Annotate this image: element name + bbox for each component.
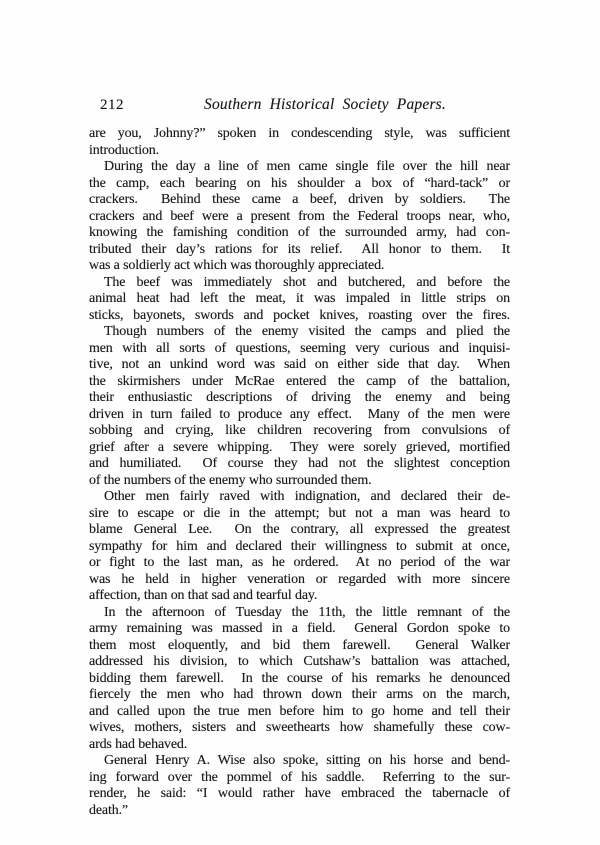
text-line: are you, Johnny?” spoken in condescending style, was sufficient xyxy=(89,126,510,141)
text-line: The beef was immediately shot and butchered, and before the xyxy=(104,274,510,290)
text-line: was a soldierly act which was thoroughly appreciated. xyxy=(89,258,385,273)
text-line: of the numbers of the enemy who surrounded them. xyxy=(89,472,372,488)
text-line: Other men fairly raved with indignation, and declared their de- xyxy=(104,489,510,504)
text-line: introduction. xyxy=(89,142,159,158)
text-line: sticks, bayonets, swords and pocket knives, roasting over the fires. xyxy=(89,307,510,323)
text-line: bidding them farewell. In the course of his remarks he denounced xyxy=(89,670,510,686)
text-line: tributed their day’s rations for its relief. All honor to them. It xyxy=(89,241,510,257)
text-line: animal heat had left the meat, it was impaled in little strips on xyxy=(89,291,510,306)
text-line: the camp, each bearing on his shoulder a box of “hard-tack” or xyxy=(89,175,510,191)
text-line: was he held in higher veneration or regarded with more sincere xyxy=(89,571,510,587)
text-line: grief after a severe whipping. They were sorely grieved, mortified xyxy=(89,439,510,455)
text-line: render, he said: “I would rather have embraced the tabernacle of xyxy=(89,786,510,801)
text-line: fiercely the men who had thrown down their arms on the march, xyxy=(89,687,510,702)
body-text xyxy=(89,126,510,819)
text-line: ing forward over the pommel of his saddle. Referring to the sur- xyxy=(89,769,510,785)
text-line: Though numbers of the enemy visited the camps and plied the xyxy=(104,324,510,339)
text-line: and humiliated. Of course they had not the slightest conception xyxy=(89,456,510,471)
text-line: ards had behaved. xyxy=(89,736,188,752)
text-line: During the day a line of men came single file over the hill near xyxy=(104,159,510,174)
text-line: sire to escape or die in the attempt; but not a man was heard to xyxy=(89,505,510,521)
text-line: addressed his division, to which Cutshaw’s battalion was attached, xyxy=(89,654,510,669)
text-line: or fight to the last man, as he ordered. At no period of the war xyxy=(89,555,510,570)
text-line: their enthusiastic descriptions of driving the enemy and being xyxy=(89,390,510,405)
text-line: wives, mothers, sisters and sweethearts how shamefully these cow- xyxy=(89,720,510,735)
text-line: the skirmishers under McRae entered the camp of the battalion, xyxy=(89,373,510,389)
text-line: General Henry A. Wise also spoke, sitting on his horse and bend- xyxy=(104,753,510,768)
text-line: crackers. Behind these came a beef, driven by soldiers. The xyxy=(89,192,510,207)
text-line: men with all sorts of questions, seeming very curious and inquisi- xyxy=(89,340,510,356)
text-line: crackers and beef were a present from the Federal troops near, who, xyxy=(89,208,510,224)
page-number: 212 xyxy=(100,97,124,113)
running-header-title: Southern Historical Society Papers. xyxy=(204,96,446,113)
text-line: and called upon the true men before him to go home and tell their xyxy=(89,703,510,719)
text-line: army remaining was massed in a field. General Gordon spoke to xyxy=(89,621,510,636)
text-line: affection, than on that sad and tearful day. xyxy=(89,588,318,603)
text-line: death.” xyxy=(89,802,128,818)
text-line: sympathy for him and declared their willingness to submit at once, xyxy=(89,538,510,554)
text-line: driven in turn failed to produce any effect. Many of the men were xyxy=(89,406,510,422)
text-line: them most eloquently, and bid them farewell. General Walker xyxy=(89,637,510,653)
text-line: sobbing and crying, like children recovering from convulsions of xyxy=(89,423,510,438)
text-line: tive, not an unkind word was said on either side that day. When xyxy=(89,357,510,372)
text-line: blame General Lee. On the contrary, all expressed the greatest xyxy=(89,522,510,537)
text-line: knowing the famishing condition of the surrounded army, had con- xyxy=(89,225,510,240)
text-line: In the afternoon of Tuesday the 11th, the little remnant of the xyxy=(104,604,510,620)
